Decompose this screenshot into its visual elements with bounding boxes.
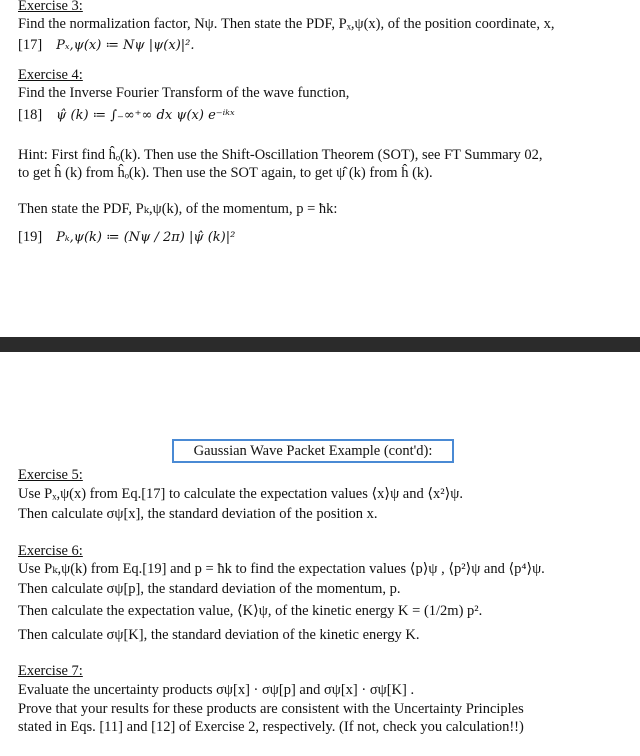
exercise-6-line4: Then calculate σψ[K], the standard deviation of the kinetic energy K. <box>18 627 420 643</box>
exercise-6-line1: Use Pₖ,ψ(k) from Eq.[19] and p = ħk to find the expectation values ⟨p⟩ψ , ⟨p²⟩ψ and ⟨p⁴⟩ψ. <box>18 561 545 577</box>
equation-19-body: Pₖ,ψ(k) ≔ (Nψ / 2π) |ψ̂ (k)|² <box>56 230 236 245</box>
exercise-4-line2: Then state the PDF, Pₖ,ψ(k), of the momentum, p = ħk: <box>18 201 338 217</box>
equation-17 <box>18 36 195 55</box>
exercise-4-title: Exercise 4: <box>18 67 83 83</box>
exercise-5-line1: Use Pₓ,ψ(x) from Eq.[17] to calculate the expectation values ⟨x⟩ψ and ⟨x²⟩ψ. <box>18 486 463 502</box>
exercise-5-title: Exercise 5: <box>18 467 83 483</box>
equation-18-number: [18] <box>18 107 43 123</box>
exercise-3-line1: Find the normalization factor, Nψ. Then state the PDF, Pₓ,ψ(x), of the position coordinate, x, <box>18 16 555 32</box>
page-upper <box>0 0 640 337</box>
equation-19-number: [19] <box>18 229 43 245</box>
equation-18-body: ψ̂ (k) ≔ ∫₋∞⁺∞ dx ψ(x) e⁻ⁱᵏˣ <box>56 108 235 123</box>
exercise-7-line1: Evaluate the uncertainty products σψ[x] · σψ[p] and σψ[x] · σψ[K] . <box>18 682 415 698</box>
exercise-6-line2: Then calculate σψ[p], the standard deviation of the momentum, p. <box>18 581 401 597</box>
section-title-box: Gaussian Wave Packet Example (cont'd): <box>172 439 454 463</box>
equation-17-body: Pₓ,ψ(x) ≔ Nψ |ψ(x)|². <box>56 38 195 53</box>
equation-19 <box>18 228 235 247</box>
equation-18 <box>18 106 235 125</box>
exercise-7-line3: stated in Eqs. [11] and [12] of Exercise 2, respectively. (If not, check you calculation!!) <box>18 719 524 735</box>
exercise-4-hint2: to get ĥ (k) from ĥₒ(k). Then use the SOT again, to get ψ̂ (k) from ĥ (k). <box>18 165 433 181</box>
exercise-7-title: Exercise 7: <box>18 663 83 679</box>
equation-17-number: [17] <box>18 37 43 53</box>
exercise-6-line3: Then calculate the expectation value, ⟨K⟩ψ, of the kinetic energy K = (1/2m) p². <box>18 603 483 619</box>
page-divider-bar <box>0 337 640 352</box>
exercise-5-line2: Then calculate σψ[x], the standard deviation of the position x. <box>18 506 378 522</box>
exercise-4-hint1: Hint: First find ĥₒ(k). Then use the Shift-Oscillation Theorem (SOT), see FT Summary 02, <box>18 147 543 163</box>
exercise-6-title: Exercise 6: <box>18 543 83 559</box>
exercise-3-title: Exercise 3: <box>18 0 83 14</box>
exercise-4-line1: Find the Inverse Fourier Transform of the wave function, <box>18 85 350 101</box>
page-lower <box>0 352 640 756</box>
exercise-7-line2: Prove that your results for these products are consistent with the Uncertainty Principles <box>18 701 524 717</box>
